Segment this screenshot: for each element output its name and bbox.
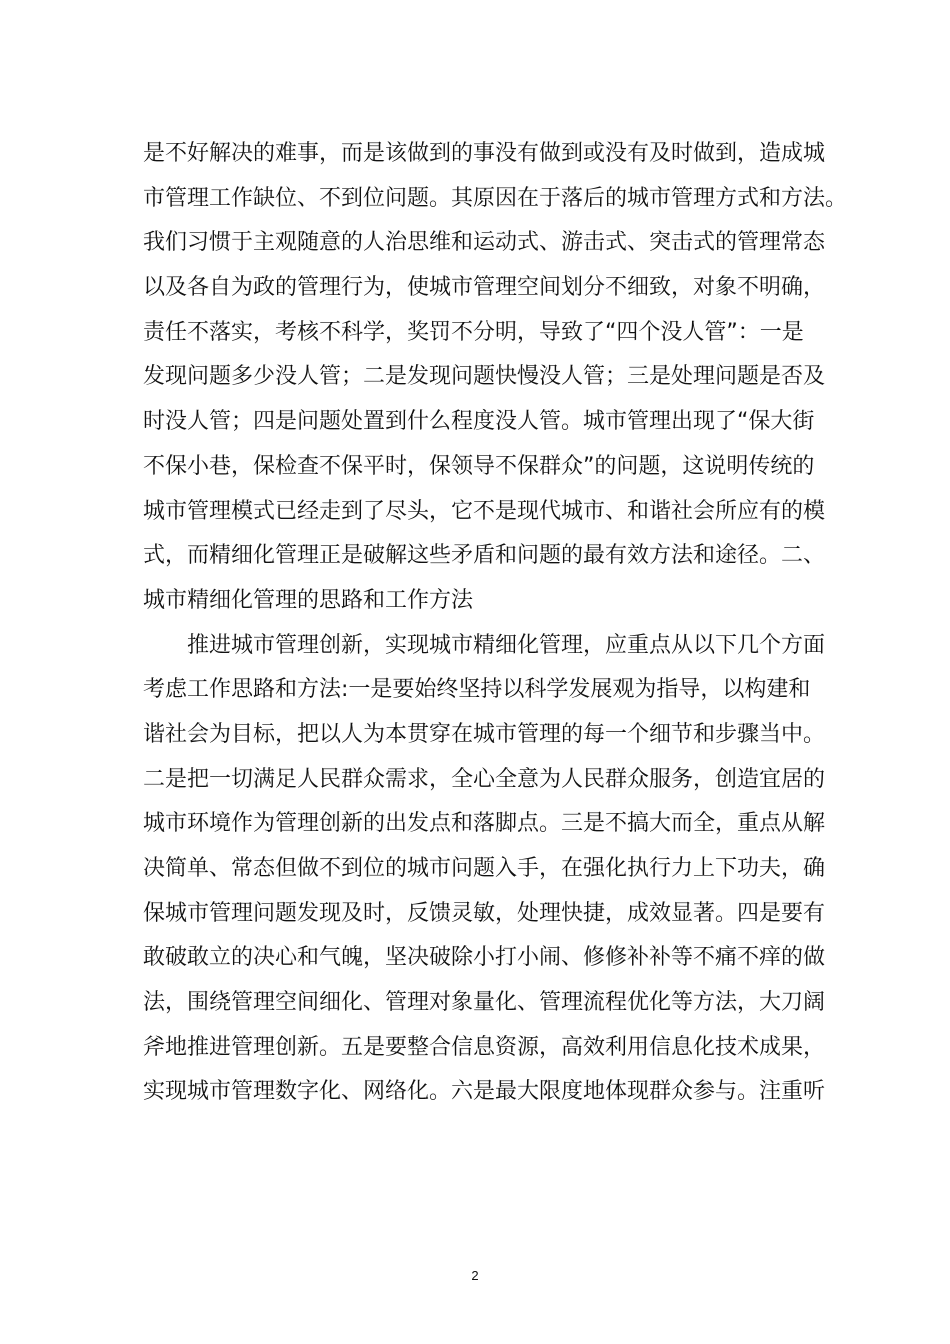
- text-line: 考虑工作思路和方法:一是要始终坚持以科学发展观为指导，以构建和: [143, 677, 811, 703]
- text-line: 法，围绕管理空间细化、管理对象量化、管理流程优化等方法，大刀阔: [143, 990, 826, 1016]
- text-line: 城市环境作为管理创新的出发点和落脚点。三是不搞大而全，重点从解: [143, 811, 826, 837]
- text-line: 不保小巷，保检查不保平时，保领导不保群众”的问题，这说明传统的: [143, 453, 815, 479]
- text-line: 实现城市管理数字化、网络化。六是最大限度地体现群众参与。注重听: [143, 1079, 826, 1105]
- text-line: 城市管理模式已经走到了尽头，它不是现代城市、和谐社会所应有的模: [143, 498, 826, 524]
- text-line: 敢破敢立的决心和气魄，坚决破除小打小闹、修修补补等不痛不痒的做: [143, 945, 826, 971]
- section-heading-line: 城市精细化管理的思路和工作方法: [143, 587, 474, 613]
- text-line: 决简单、常态但做不到位的城市问题入手，在强化执行力上下功夫，确: [143, 856, 826, 881]
- text-line: 责任不落实，考核不科学，奖罚不分明，导致了“四个没人管”：一是: [143, 319, 804, 345]
- text-line: 发现问题多少没人管；二是发现问题快慢没人管；三是处理问题是否及: [143, 364, 826, 390]
- page-number: 2: [471, 1268, 479, 1283]
- text-line: 我们习惯于主观随意的人治思维和运动式、游击式、突击式的管理常态: [143, 230, 826, 256]
- text-line: 时没人管；四是问题处置到什么程度没人管。城市管理出现了“保大街: [143, 409, 815, 435]
- text-line: 以及各自为政的管理行为，使城市管理空间划分不细致，对象不明确，: [143, 275, 826, 301]
- text-line: 是不好解决的难事，而是该做到的事没有做到或没有及时做到，造成城: [143, 141, 826, 166]
- text-line: 保城市管理问题发现及时，反馈灵敏，处理快捷，成效显著。四是要有: [143, 900, 826, 926]
- text-line: 式，而精细化管理正是破解这些矛盾和问题的最有效方法和途径。二、: [143, 543, 826, 569]
- text-line: 市管理工作缺位、不到位问题。其原因在于落后的城市管理方式和方法。: [143, 185, 848, 211]
- body-text: [143, 132, 848, 1115]
- text-line: 二是把一切满足人民群众需求，全心全意为人民群众服务，创造宜居的: [143, 766, 826, 792]
- text-line: 谐社会为目标，把以人为本贯穿在城市管理的每一个细节和步骤当中。: [143, 721, 826, 747]
- text-line: 斧地推进管理创新。五是要整合信息资源，高效利用信息化技术成果，: [143, 1034, 826, 1060]
- paragraph-first-line: 推进城市管理创新，实现城市精细化管理，应重点从以下几个方面: [187, 632, 826, 658]
